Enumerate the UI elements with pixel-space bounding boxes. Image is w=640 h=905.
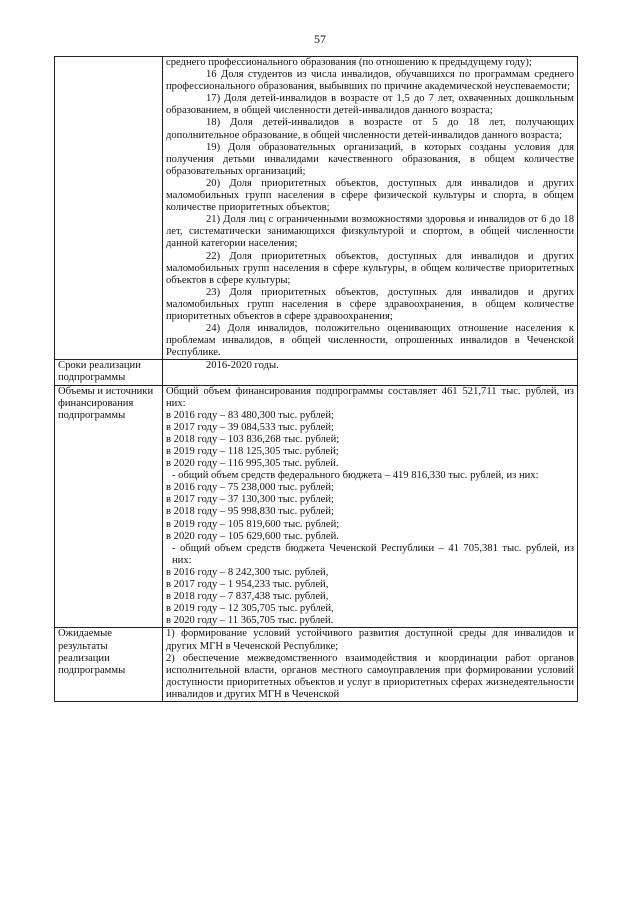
- indicators-label-cell: [55, 57, 163, 360]
- subprogram-passport-table: [54, 56, 578, 702]
- timeline-content-cell: [163, 360, 578, 385]
- result-item: 2) обеспечение межведомственного взаимодействия и координации работ органов исполнительной власти, органов местного самоуправления при формировании условий доступности приоритетных объектов и услуг в приоритетных сферах жизнедеятельности инвалидов и других МГН в Чеченской: [166, 652, 574, 700]
- funding-federal-year: в 2020 году – 105 629,600 тыс. рублей.: [166, 530, 339, 542]
- indicator-item: 18) Доля детей-инвалидов в возрасте от 5 до 18 лет, получающих дополнительное образование, в общей численности детей-инвалидов данного возраста;: [166, 117, 574, 141]
- indicator-item: 24) Доля инвалидов, положительно оценивающих отношение населения к проблемам инвалидов, в общей численности, опрошенных инвалидов в Чеченской Республике.: [166, 323, 574, 359]
- funding-regional: - общий объем средств бюджета Чеченской Республики – 41 705,381 тыс. рублей, из них:: [172, 542, 574, 566]
- results-content-cell: [163, 628, 578, 702]
- indicator-item: 17) Доля детей-инвалидов в возрасте от 1,5 до 7 лет, охваченных дошкольным образованием, в общей численности детей-инвалидов данного возраста;: [166, 93, 574, 117]
- timeline-row: [55, 360, 578, 385]
- funding-total: Общий объем финансирования подпрограммы составляет 461 521,711 тыс. рублей, из них:: [166, 385, 574, 409]
- funding-federal-year: в 2019 году – 105 819,600 тыс. рублей;: [166, 518, 340, 530]
- funding-federal-year: в 2018 году – 95 998,830 тыс. рублей;: [166, 506, 334, 518]
- page-number: 57: [314, 32, 326, 46]
- indicator-item: 20) Доля приоритетных объектов, доступных для инвалидов и других маломобильных групп населения в сфере физической культуры и спорта, в общем количестве приоритетных объектов;: [166, 177, 574, 214]
- indicator-item: 23) Доля приоритетных объектов, доступных для инвалидов и других маломобильных групп населения в сфере здравоохранения, в общем количестве приоритетных объектов в сфере здравоохранения;: [166, 286, 574, 322]
- funding-regional-year: в 2016 году – 8 242,300 тыс. рублей,: [166, 566, 329, 578]
- funding-row: [55, 385, 578, 628]
- funding-federal-year: в 2016 году – 75 238,000 тыс. рублей;: [166, 482, 334, 494]
- funding-federal-year: в 2017 году – 37 130,300 тыс. рублей;: [166, 494, 334, 506]
- funding-regional-year: в 2020 году – 11 365,705 тыс. рублей.: [166, 615, 334, 627]
- indicator-continuation: среднего профессионального образования (по отношению к предыдущему году);: [166, 57, 532, 68]
- indicator-item: 19) Доля образовательных организаций, в которых созданы условия для получения детьми инвалидами качественного образования, в общем количестве образовательных организаций;: [166, 141, 574, 177]
- funding-regional-year: в 2017 году – 1 954,233 тыс. рублей,: [166, 579, 329, 591]
- indicator-item: 22) Доля приоритетных объектов, доступных для инвалидов и других маломобильных групп населения в сфере культуры, в общем количестве приоритетных объектов в сфере культуры;: [166, 250, 574, 286]
- indicator-item: 16 Доля студентов из числа инвалидов, обучавшихся по программам среднего профессионального образования, выбывших по причине академической неуспеваемости;: [166, 69, 574, 93]
- results-row: [55, 628, 578, 702]
- funding-label: Объемы и источники финансирования подпрограммы: [55, 385, 163, 628]
- funding-regional-year: в 2019 году – 12 305,705 тыс. рублей,: [166, 603, 334, 615]
- funding-total-year: в 2018 году – 103 836,268 тыс. рублей;: [166, 433, 340, 445]
- funding-regional-year: в 2018 году – 7 837,438 тыс. рублей,: [166, 591, 329, 603]
- timeline-label: Сроки реализации подпрограммы: [55, 360, 163, 385]
- funding-total-year: в 2020 году – 116 995,305 тыс. рублей.: [166, 458, 339, 470]
- indicator-item: 21) Доля лиц с ограниченными возможностями здоровья и инвалидов от 6 до 18 лет, систематически занимающихся физкультурой и спортом, в общей численности данной категории населения;: [166, 214, 574, 250]
- indicators-content-cell: [163, 57, 578, 360]
- result-item: 1) формирование условий устойчивого развития доступной среды для инвалидов и других МГН в Чеченской Республике;: [166, 628, 574, 652]
- funding-total-year: в 2016 году – 83 480,300 тыс. рублей;: [166, 409, 334, 421]
- funding-federal: - общий объем средств федерального бюджета – 419 816,330 тыс. рублей, из них:: [172, 470, 539, 482]
- timeline-value: 2016-2020 годы.: [206, 360, 279, 372]
- indicators-row: [55, 57, 578, 360]
- results-label: Ожидаемые результаты реализации подпрограммы: [55, 628, 163, 702]
- funding-total-year: в 2019 году – 118 125,305 тыс. рублей;: [166, 446, 339, 457]
- funding-total-year: в 2017 году – 39 084,533 тыс. рублей;: [166, 421, 334, 433]
- funding-content-cell: [163, 385, 578, 628]
